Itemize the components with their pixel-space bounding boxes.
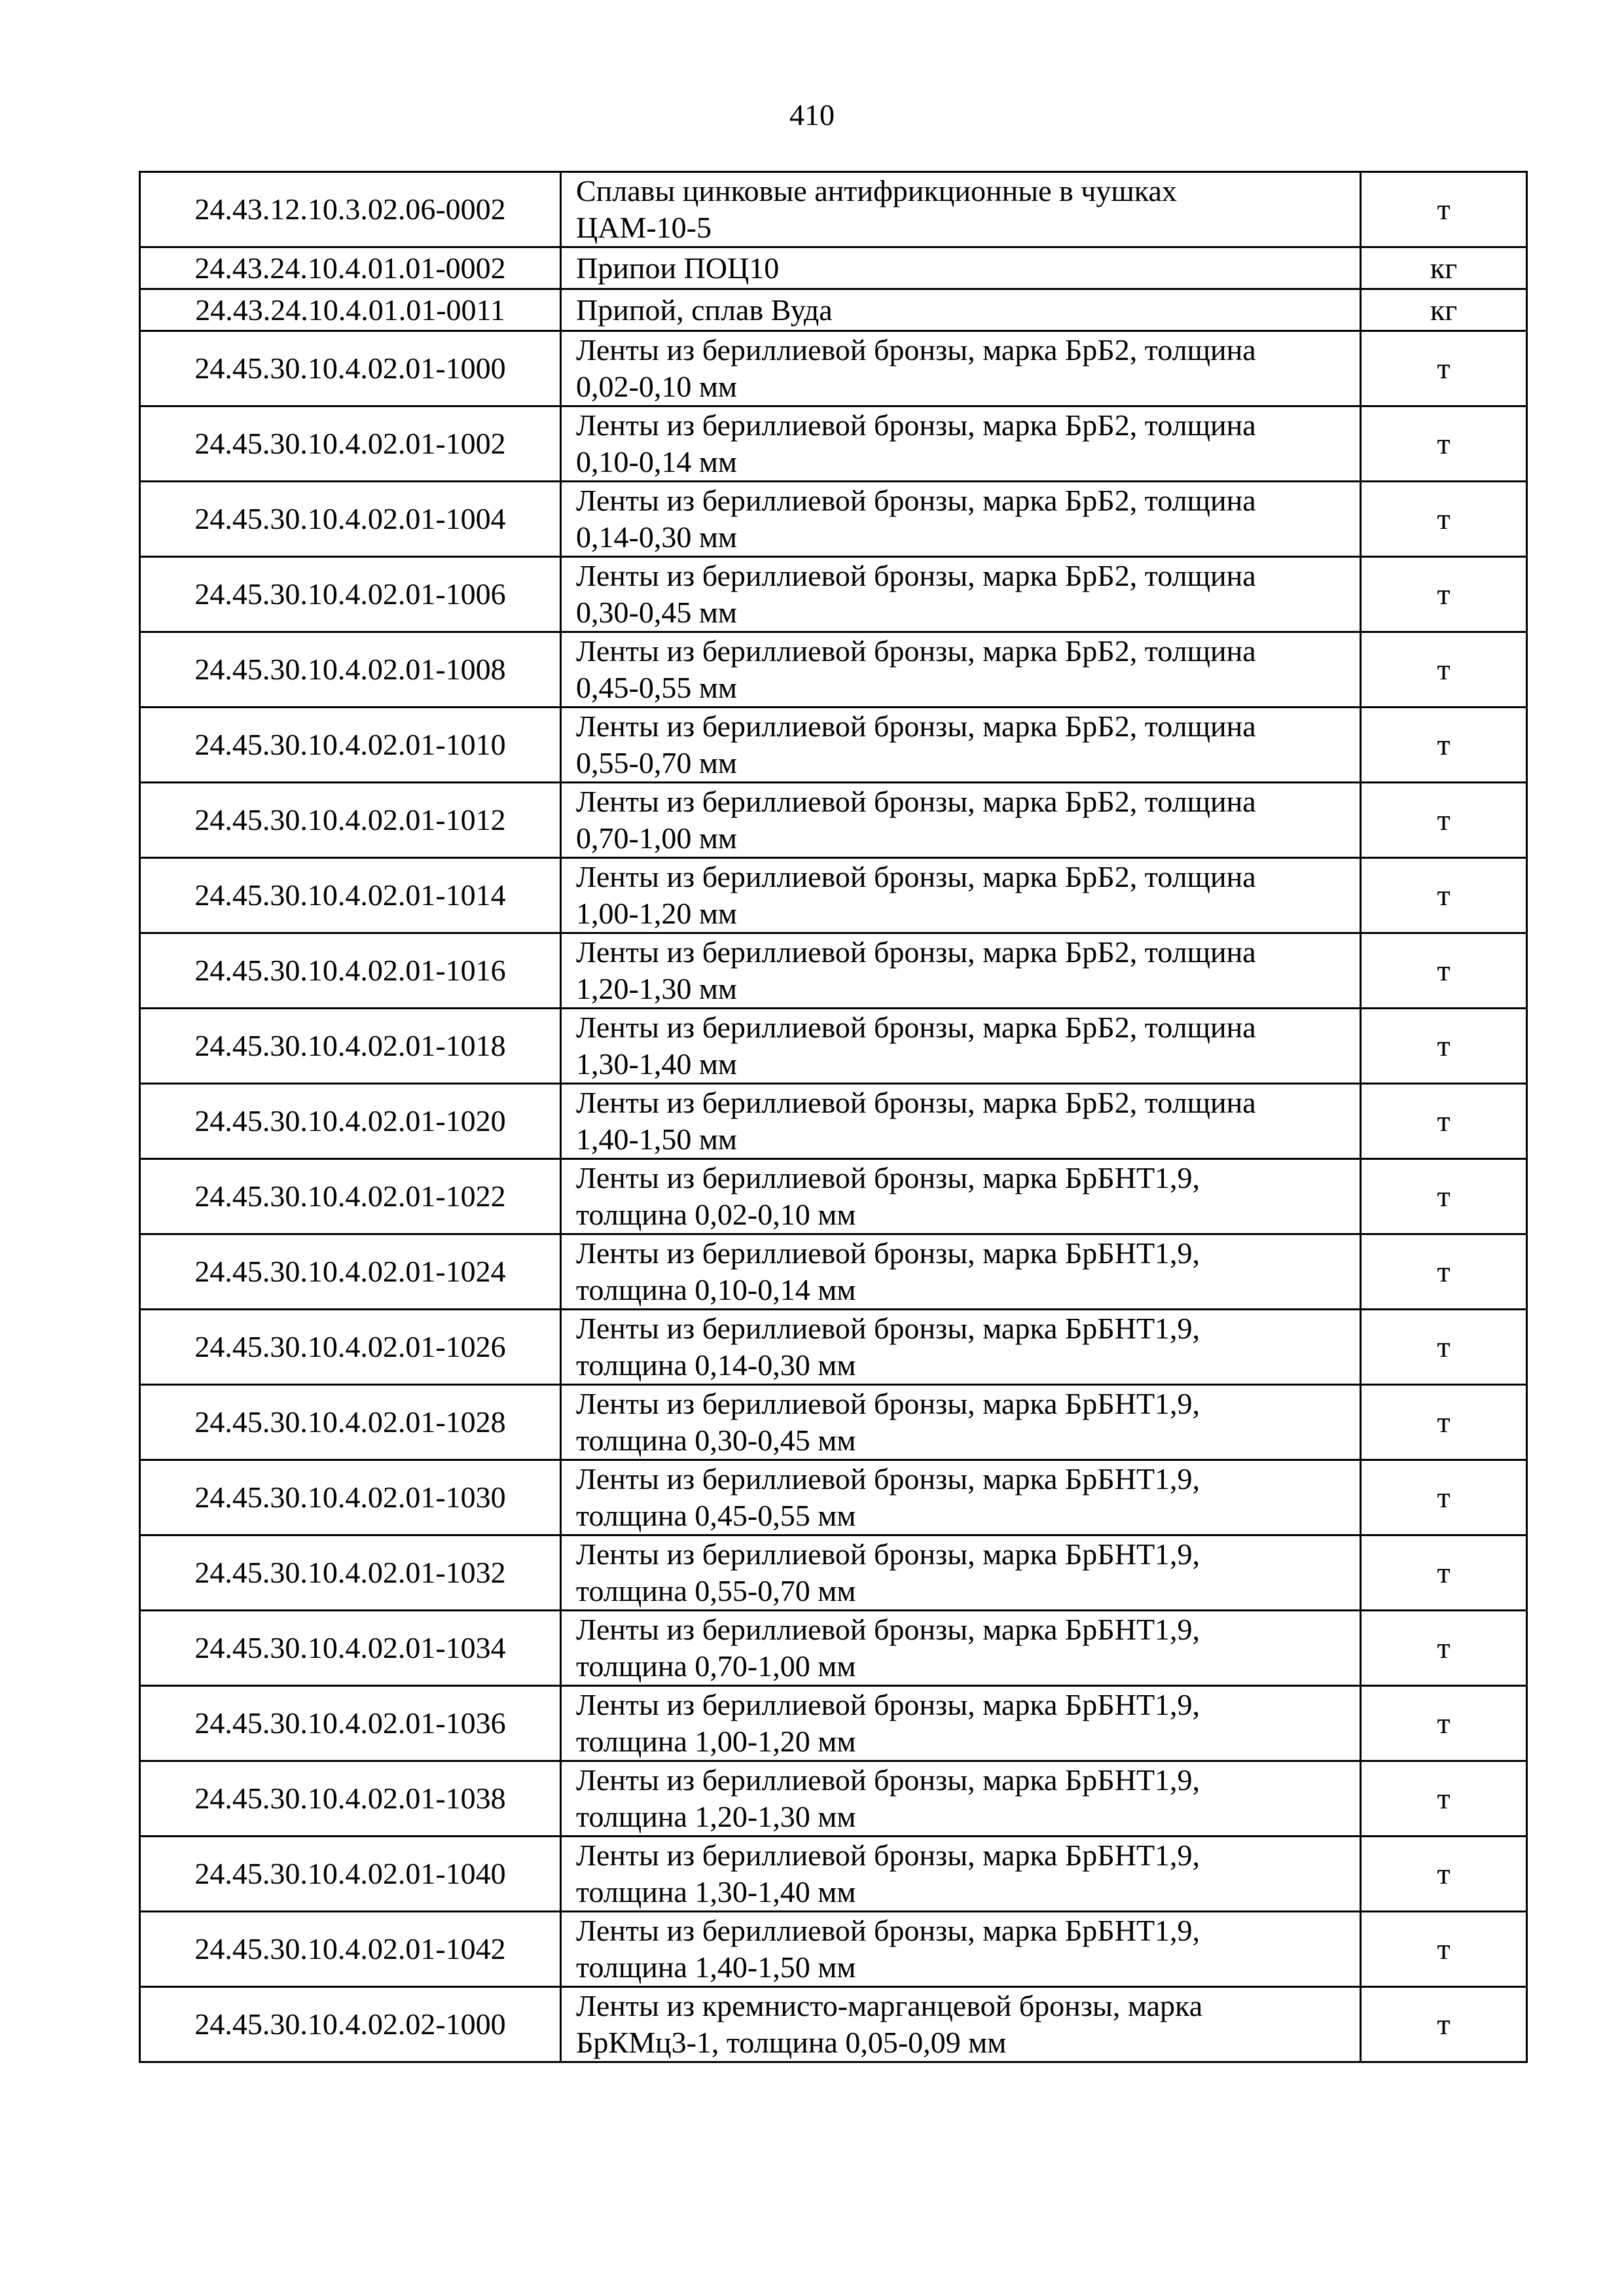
table-row	[140, 1535, 1527, 1611]
resource-name-line: Ленты из бериллиевой бронзы, марка БрБ2, толщина	[576, 935, 1256, 969]
unit-cell: т	[1361, 783, 1527, 858]
resource-code-cell: 24.45.30.10.4.02.01-1028	[140, 1385, 561, 1460]
resource-name-cell	[561, 1159, 1361, 1234]
resource-name-line: Ленты из бериллиевой бронзы, марка БрБ2, толщина	[576, 1086, 1256, 1119]
resource-name-cell	[561, 172, 1361, 247]
resource-code-cell: 24.45.30.10.4.02.01-1042	[140, 1912, 561, 1987]
resource-name-line: 1,00-1,20 мм	[576, 897, 738, 930]
resource-name-line: Ленты из бериллиевой бронзы, марка БрБ2, толщина	[576, 559, 1256, 592]
resource-name-cell	[561, 1686, 1361, 1761]
unit-cell: т	[1361, 1535, 1527, 1611]
resource-code-cell: 24.45.30.10.4.02.01-1004	[140, 482, 561, 557]
resource-code-cell: 24.45.30.10.4.02.01-1026	[140, 1310, 561, 1385]
resource-name-line: толщина 0,45-0,55 мм	[576, 1499, 856, 1532]
resource-name-line: толщина 0,55-0,70 мм	[576, 1574, 856, 1607]
resource-code-cell: 24.45.30.10.4.02.01-1038	[140, 1761, 561, 1837]
table-row	[140, 1084, 1527, 1159]
table-row	[140, 1234, 1527, 1310]
table-row	[140, 1987, 1527, 2062]
table-row	[140, 482, 1527, 557]
unit-cell: т	[1361, 482, 1527, 557]
resource-name-line: Припой, сплав Вуда	[576, 293, 833, 327]
resource-name-cell	[561, 933, 1361, 1009]
resource-name-cell	[561, 1535, 1361, 1611]
resource-code-cell: 24.45.30.10.4.02.01-1002	[140, 406, 561, 482]
unit-cell: т	[1361, 172, 1527, 247]
resource-name-cell	[561, 783, 1361, 858]
resource-name-line: ЦАМ-10-5	[576, 211, 712, 244]
resource-table	[139, 171, 1528, 2063]
resource-code-cell: 24.45.30.10.4.02.01-1024	[140, 1234, 561, 1310]
unit-cell: т	[1361, 1084, 1527, 1159]
table-row	[140, 1611, 1527, 1686]
resource-code-cell: 24.45.30.10.4.02.01-1032	[140, 1535, 561, 1611]
resource-code-cell: 24.45.30.10.4.02.01-1000	[140, 331, 561, 406]
resource-code-cell: 24.45.30.10.4.02.01-1008	[140, 632, 561, 708]
unit-cell: кг	[1361, 289, 1527, 331]
unit-cell: т	[1361, 1385, 1527, 1460]
resource-name-line: 0,70-1,00 мм	[576, 821, 738, 855]
resource-name-line: 1,40-1,50 мм	[576, 1122, 738, 1156]
resource-code-cell: 24.45.30.10.4.02.01-1016	[140, 933, 561, 1009]
resource-name-line: толщина 1,00-1,20 мм	[576, 1725, 856, 1758]
unit-cell: т	[1361, 1611, 1527, 1686]
table-body	[140, 172, 1527, 2062]
resource-name-line: толщина 0,30-0,45 мм	[576, 1424, 856, 1457]
table-row	[140, 289, 1527, 331]
resource-name-line: Ленты из бериллиевой бронзы, марка БрБНТ1,9,	[576, 1763, 1200, 1797]
resource-name-cell	[561, 1987, 1361, 2062]
resource-name-line: Ленты из бериллиевой бронзы, марка БрБНТ1,9,	[576, 1914, 1200, 1947]
resource-name-line: 0,14-0,30 мм	[576, 520, 738, 554]
resource-name-line: Ленты из бериллиевой бронзы, марка БрБ2, толщина	[576, 860, 1256, 893]
resource-code-cell: 24.45.30.10.4.02.01-1006	[140, 557, 561, 632]
resource-name-cell	[561, 1385, 1361, 1460]
resource-name-line: 0,02-0,10 мм	[576, 370, 738, 403]
resource-name-cell	[561, 1009, 1361, 1084]
resource-name-cell	[561, 1912, 1361, 1987]
table-row	[140, 1310, 1527, 1385]
resource-name-cell	[561, 1611, 1361, 1686]
unit-cell: т	[1361, 632, 1527, 708]
unit-cell: т	[1361, 708, 1527, 783]
unit-cell: т	[1361, 1234, 1527, 1310]
table-row	[140, 331, 1527, 406]
unit-cell: т	[1361, 1761, 1527, 1837]
resource-name-line: Ленты из бериллиевой бронзы, марка БрБНТ1,9,	[576, 1613, 1200, 1646]
table-row	[140, 858, 1527, 933]
table-row	[140, 406, 1527, 482]
table-row	[140, 172, 1527, 247]
resource-name-cell	[561, 1761, 1361, 1837]
resource-name-cell	[561, 1234, 1361, 1310]
resource-code-cell: 24.45.30.10.4.02.01-1034	[140, 1611, 561, 1686]
resource-name-line: 0,55-0,70 мм	[576, 746, 738, 780]
resource-name-cell	[561, 289, 1361, 331]
resource-code-cell: 24.45.30.10.4.02.01-1022	[140, 1159, 561, 1234]
resource-code-cell: 24.45.30.10.4.02.01-1020	[140, 1084, 561, 1159]
resource-name-line: Ленты из бериллиевой бронзы, марка БрБ2, толщина	[576, 408, 1256, 442]
unit-cell: т	[1361, 858, 1527, 933]
resource-name-line: Ленты из бериллиевой бронзы, марка БрБНТ1,9,	[576, 1236, 1200, 1270]
resource-code-cell: 24.45.30.10.4.02.02-1000	[140, 1987, 561, 2062]
resource-name-cell	[561, 331, 1361, 406]
resource-name-line: 1,30-1,40 мм	[576, 1047, 738, 1081]
table-row	[140, 247, 1527, 289]
table-row	[140, 1159, 1527, 1234]
resource-name-line: 0,10-0,14 мм	[576, 445, 738, 478]
resource-name-cell	[561, 1084, 1361, 1159]
resource-code-cell: 24.45.30.10.4.02.01-1036	[140, 1686, 561, 1761]
resource-name-line: Ленты из бериллиевой бронзы, марка БрБНТ1,9,	[576, 1537, 1200, 1571]
resource-name-line: Ленты из бериллиевой бронзы, марка БрБ2, толщина	[576, 634, 1256, 668]
resource-name-line: Ленты из бериллиевой бронзы, марка БрБ2, толщина	[576, 709, 1256, 743]
table-row	[140, 557, 1527, 632]
unit-cell: т	[1361, 1310, 1527, 1385]
table-row	[140, 1009, 1527, 1084]
resource-code-cell: 24.45.30.10.4.02.01-1018	[140, 1009, 561, 1084]
resource-name-line: Ленты из бериллиевой бронзы, марка БрБ2, толщина	[576, 333, 1256, 367]
resource-name-line: толщина 0,70-1,00 мм	[576, 1649, 856, 1683]
resource-code-cell: 24.45.30.10.4.02.01-1010	[140, 708, 561, 783]
table-row	[140, 1837, 1527, 1912]
resource-name-cell	[561, 247, 1361, 289]
unit-cell: т	[1361, 1912, 1527, 1987]
resource-name-line: Ленты из бериллиевой бронзы, марка БрБНТ1,9,	[576, 1688, 1200, 1721]
table-row	[140, 1761, 1527, 1837]
resource-name-line: Ленты из бериллиевой бронзы, марка БрБНТ1,9,	[576, 1312, 1200, 1345]
page-number: 410	[789, 98, 835, 132]
resource-name-cell	[561, 1837, 1361, 1912]
unit-cell: т	[1361, 1686, 1527, 1761]
resource-name-line: 0,30-0,45 мм	[576, 596, 738, 629]
table-row	[140, 1686, 1527, 1761]
unit-cell: кг	[1361, 247, 1527, 289]
unit-cell: т	[1361, 1009, 1527, 1084]
resource-name-cell	[561, 557, 1361, 632]
resource-name-line: Ленты из бериллиевой бронзы, марка БрБ2, толщина	[576, 785, 1256, 818]
unit-cell: т	[1361, 1159, 1527, 1234]
table-row	[140, 1912, 1527, 1987]
resource-name-line: Ленты из бериллиевой бронзы, марка БрБ2, толщина	[576, 1011, 1256, 1044]
unit-cell: т	[1361, 406, 1527, 482]
resource-code-cell: 24.45.30.10.4.02.01-1040	[140, 1837, 561, 1912]
resource-name-cell	[561, 482, 1361, 557]
table-row	[140, 632, 1527, 708]
unit-cell: т	[1361, 331, 1527, 406]
resource-name-line: толщина 1,20-1,30 мм	[576, 1800, 856, 1833]
resource-name-cell	[561, 406, 1361, 482]
resource-name-cell	[561, 1460, 1361, 1535]
resource-name-line: толщина 0,10-0,14 мм	[576, 1273, 856, 1306]
resource-name-line: Ленты из бериллиевой бронзы, марка БрБНТ1,9,	[576, 1387, 1200, 1420]
resource-name-cell	[561, 1310, 1361, 1385]
resource-code-cell: 24.43.24.10.4.01.01-0011	[140, 289, 561, 331]
resource-name-line: толщина 0,02-0,10 мм	[576, 1198, 856, 1231]
resource-name-line: Ленты из бериллиевой бронзы, марка БрБ2, толщина	[576, 484, 1256, 517]
resource-code-cell: 24.43.24.10.4.01.01-0002	[140, 247, 561, 289]
table-row	[140, 1460, 1527, 1535]
resource-name-line: Ленты из бериллиевой бронзы, марка БрБНТ1,9,	[576, 1462, 1200, 1496]
resource-name-line: толщина 1,40-1,50 мм	[576, 1950, 856, 1984]
table-row	[140, 783, 1527, 858]
unit-cell: т	[1361, 1837, 1527, 1912]
resource-name-line: толщина 1,30-1,40 мм	[576, 1875, 856, 1909]
resource-name-cell	[561, 708, 1361, 783]
resource-name-line: Сплавы цинковые антифрикционные в чушках	[576, 174, 1177, 207]
resource-name-line: 1,20-1,30 мм	[576, 972, 738, 1005]
resource-code-cell: 24.45.30.10.4.02.01-1030	[140, 1460, 561, 1535]
table-row	[140, 708, 1527, 783]
table-row	[140, 1385, 1527, 1460]
unit-cell: т	[1361, 1987, 1527, 2062]
resource-name-line: Ленты из бериллиевой бронзы, марка БрБНТ1,9,	[576, 1161, 1200, 1194]
resource-name-line: Припои ПОЦ10	[576, 251, 780, 285]
resource-name-line: 0,45-0,55 мм	[576, 671, 738, 704]
unit-cell: т	[1361, 933, 1527, 1009]
resource-name-line: толщина 0,14-0,30 мм	[576, 1348, 856, 1382]
resource-name-line: Ленты из кремнисто-марганцевой бронзы, марка	[576, 1989, 1203, 2022]
resource-name-line: БрКМц3-1, толщина 0,05-0,09 мм	[576, 2026, 1007, 2059]
resource-name-cell	[561, 632, 1361, 708]
unit-cell: т	[1361, 1460, 1527, 1535]
table-row	[140, 933, 1527, 1009]
unit-cell: т	[1361, 557, 1527, 632]
resource-code-cell: 24.43.12.10.3.02.06-0002	[140, 172, 561, 247]
resource-name-cell	[561, 858, 1361, 933]
resource-code-cell: 24.45.30.10.4.02.01-1012	[140, 783, 561, 858]
resource-code-cell: 24.45.30.10.4.02.01-1014	[140, 858, 561, 933]
resource-name-line: Ленты из бериллиевой бронзы, марка БрБНТ1,9,	[576, 1839, 1200, 1872]
